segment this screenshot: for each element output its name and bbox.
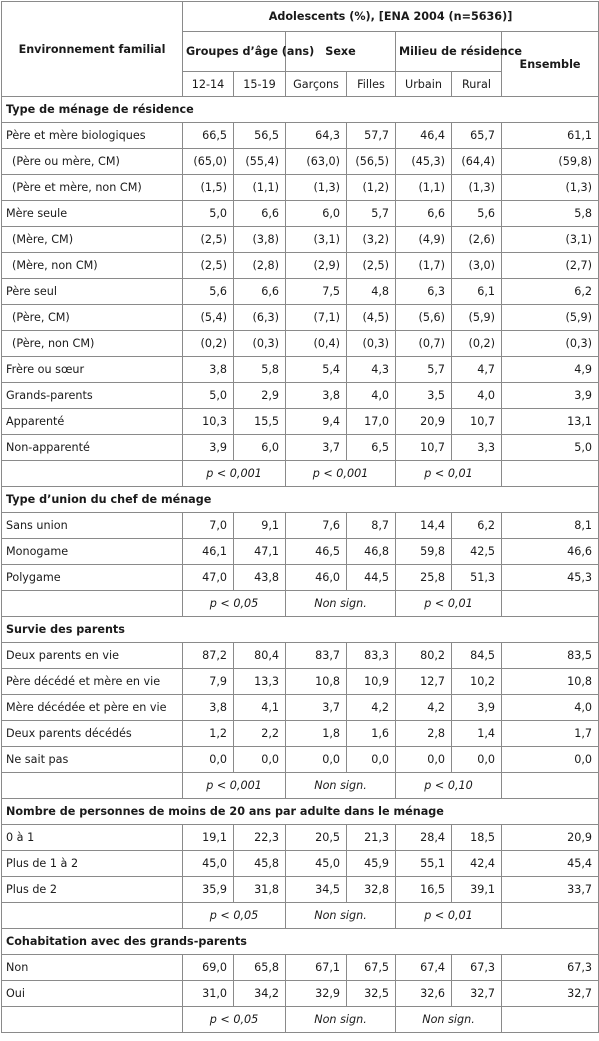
table-cell: (59,8) <box>502 149 599 175</box>
table-cell: 46,6 <box>502 539 599 565</box>
table-cell: 67,3 <box>452 955 502 981</box>
table-cell: 9,1 <box>234 513 286 539</box>
table-cell: (2,8) <box>234 253 286 279</box>
row-label: Non <box>2 955 183 981</box>
row-label: Père et mère biologiques <box>2 123 183 149</box>
table-row <box>2 539 599 565</box>
table-cell: 20,9 <box>396 409 452 435</box>
pvalue-blank-cell <box>2 1007 183 1033</box>
table-cell: 42,4 <box>452 851 502 877</box>
section-title: Type d’union du chef de ménage <box>2 487 599 513</box>
table-cell: 13,1 <box>502 409 599 435</box>
table-cell: 5,8 <box>234 357 286 383</box>
table-header <box>2 2 599 97</box>
table-cell: 2,9 <box>234 383 286 409</box>
table-row <box>2 825 599 851</box>
table-row <box>2 513 599 539</box>
row-label: Oui <box>2 981 183 1007</box>
table-cell: 3,9 <box>183 435 234 461</box>
table-cell: 47,1 <box>234 539 286 565</box>
table-cell: 80,2 <box>396 643 452 669</box>
table-row <box>2 175 599 201</box>
table-row <box>2 565 599 591</box>
sub-header-15-19: 15-19 <box>234 72 286 97</box>
pvalue-cell: Non sign. <box>396 1007 502 1033</box>
table-cell: 46,4 <box>396 123 452 149</box>
table-cell: 34,2 <box>234 981 286 1007</box>
pvalue-cell: p < 0,01 <box>396 903 502 929</box>
pvalue-cell: p < 0,05 <box>183 1007 286 1033</box>
row-label: Ne sait pas <box>2 747 183 773</box>
group-header-age: Groupes d’âge (ans) <box>183 32 286 72</box>
section-header-row <box>2 97 599 123</box>
table-cell: (2,5) <box>183 253 234 279</box>
group-header-sexe: Sexe <box>286 32 396 72</box>
pvalue-row <box>2 461 599 487</box>
table-cell: 65,8 <box>234 955 286 981</box>
table-cell: (0,3) <box>234 331 286 357</box>
table-cell: 61,1 <box>502 123 599 149</box>
table-cell: 3,3 <box>452 435 502 461</box>
section-header-row <box>2 487 599 513</box>
row-label: Mère décédée et père en vie <box>2 695 183 721</box>
table-row <box>2 643 599 669</box>
table-cell: 51,3 <box>452 565 502 591</box>
table-cell: 31,0 <box>183 981 234 1007</box>
table-cell: 87,2 <box>183 643 234 669</box>
table-cell: 10,8 <box>286 669 347 695</box>
table-cell: (0,4) <box>286 331 347 357</box>
table-cell: 45,9 <box>347 851 396 877</box>
row-label: (Père et mère, non CM) <box>2 175 183 201</box>
table-cell: (6,3) <box>234 305 286 331</box>
sub-header-urbain: Urbain <box>396 72 452 97</box>
section-title: Nombre de personnes de moins de 20 ans par adulte dans le ménage <box>2 799 599 825</box>
table-row <box>2 253 599 279</box>
pvalue-cell: p < 0,001 <box>183 773 286 799</box>
table-cell: 10,9 <box>347 669 396 695</box>
table-cell: 4,0 <box>347 383 396 409</box>
table-cell: 56,5 <box>234 123 286 149</box>
pvalue-blank-cell <box>2 773 183 799</box>
pvalue-row <box>2 1007 599 1033</box>
table-cell: 69,0 <box>183 955 234 981</box>
table-cell: 45,8 <box>234 851 286 877</box>
table-cell: (3,1) <box>286 227 347 253</box>
table-row <box>2 721 599 747</box>
pvalue-cell: p < 0,05 <box>183 903 286 929</box>
table-cell: 4,1 <box>234 695 286 721</box>
table-cell: 7,5 <box>286 279 347 305</box>
row-label: Grands-parents <box>2 383 183 409</box>
table-cell: 66,5 <box>183 123 234 149</box>
table-cell: 10,8 <box>502 669 599 695</box>
row-label: (Père, non CM) <box>2 331 183 357</box>
sub-header-filles: Filles <box>347 72 396 97</box>
table-cell: 45,4 <box>502 851 599 877</box>
table-row <box>2 357 599 383</box>
row-label: 0 à 1 <box>2 825 183 851</box>
table-cell: 46,5 <box>286 539 347 565</box>
table-cell: 47,0 <box>183 565 234 591</box>
table-cell: (63,0) <box>286 149 347 175</box>
table-cell: 1,8 <box>286 721 347 747</box>
table-cell: 4,9 <box>502 357 599 383</box>
table-cell: (5,9) <box>452 305 502 331</box>
table-row <box>2 383 599 409</box>
table-cell: 1,4 <box>452 721 502 747</box>
table-cell: 0,0 <box>347 747 396 773</box>
table-row <box>2 409 599 435</box>
table-cell: 15,5 <box>234 409 286 435</box>
table-cell: 32,6 <box>396 981 452 1007</box>
row-label: Deux parents en vie <box>2 643 183 669</box>
table-cell: 83,7 <box>286 643 347 669</box>
table-cell: (1,3) <box>502 175 599 201</box>
table-cell: 64,3 <box>286 123 347 149</box>
table-cell: 3,7 <box>286 435 347 461</box>
pvalue-cell: p < 0,01 <box>396 591 502 617</box>
table-cell: 44,5 <box>347 565 396 591</box>
section-header-row <box>2 799 599 825</box>
table-cell: 3,5 <box>396 383 452 409</box>
table-cell: 0,0 <box>234 747 286 773</box>
table-cell: 45,0 <box>286 851 347 877</box>
row-label: Apparenté <box>2 409 183 435</box>
group-header-milieu: Milieu de résidence <box>396 32 502 72</box>
table-cell: 0,0 <box>396 747 452 773</box>
table-cell: 7,0 <box>183 513 234 539</box>
table-cell: 4,0 <box>452 383 502 409</box>
pvalue-blank-cell <box>2 461 183 487</box>
table-cell: 42,5 <box>452 539 502 565</box>
table-cell: (3,0) <box>452 253 502 279</box>
table-row <box>2 279 599 305</box>
table-cell: (4,9) <box>396 227 452 253</box>
group-header-ensemble: Ensemble <box>502 32 599 97</box>
pvalue-cell: p < 0,001 <box>183 461 286 487</box>
table-cell: 32,7 <box>452 981 502 1007</box>
table-cell: 67,3 <box>502 955 599 981</box>
table-cell: 34,5 <box>286 877 347 903</box>
table-cell: (1,5) <box>183 175 234 201</box>
table-cell: 6,6 <box>234 279 286 305</box>
table-cell: 31,8 <box>234 877 286 903</box>
super-header: Adolescents (%), [ENA 2004 (n=5636)] <box>183 2 599 32</box>
table-cell: (1,3) <box>452 175 502 201</box>
table-cell: 6,2 <box>452 513 502 539</box>
pvalue-row <box>2 773 599 799</box>
table-cell: (2,6) <box>452 227 502 253</box>
table-cell: (0,2) <box>452 331 502 357</box>
table-cell: 20,5 <box>286 825 347 851</box>
table-cell: (5,6) <box>396 305 452 331</box>
table-cell: 0,0 <box>452 747 502 773</box>
table-cell: 59,8 <box>396 539 452 565</box>
row-label: Père seul <box>2 279 183 305</box>
table-cell: 46,1 <box>183 539 234 565</box>
row-label: (Père ou mère, CM) <box>2 149 183 175</box>
pvalue-row <box>2 591 599 617</box>
pvalue-cell: p < 0,10 <box>396 773 502 799</box>
row-label: Plus de 2 <box>2 877 183 903</box>
table-cell: 35,9 <box>183 877 234 903</box>
table-cell: 7,9 <box>183 669 234 695</box>
table-row <box>2 955 599 981</box>
pvalue-blank-cell <box>2 591 183 617</box>
table-cell: 67,5 <box>347 955 396 981</box>
pvalue-blank-cell <box>502 1007 599 1033</box>
table-cell: 12,7 <box>396 669 452 695</box>
table-cell: 57,7 <box>347 123 396 149</box>
table-cell: 4,2 <box>347 695 396 721</box>
table-cell: (65,0) <box>183 149 234 175</box>
table-row <box>2 227 599 253</box>
table-cell: 17,0 <box>347 409 396 435</box>
table-cell: 21,3 <box>347 825 396 851</box>
table-cell: 10,2 <box>452 669 502 695</box>
table-cell: (45,3) <box>396 149 452 175</box>
table-cell: 46,0 <box>286 565 347 591</box>
pvalue-cell: Non sign. <box>286 591 396 617</box>
family-environment-table <box>1 1 599 1033</box>
table-cell: (5,9) <box>502 305 599 331</box>
table-cell: 3,9 <box>502 383 599 409</box>
table-cell: (0,2) <box>183 331 234 357</box>
table-row <box>2 149 599 175</box>
table-cell: 1,2 <box>183 721 234 747</box>
table-cell: 18,5 <box>452 825 502 851</box>
table-cell: (2,7) <box>502 253 599 279</box>
sub-header-garcons: Garçons <box>286 72 347 97</box>
row-label: Polygame <box>2 565 183 591</box>
table-cell: 1,6 <box>347 721 396 747</box>
table-cell: 5,6 <box>452 201 502 227</box>
table-row <box>2 201 599 227</box>
table-cell: 25,8 <box>396 565 452 591</box>
table-cell: 3,7 <box>286 695 347 721</box>
table-cell: (2,5) <box>183 227 234 253</box>
table-cell: 22,3 <box>234 825 286 851</box>
table-cell: 5,0 <box>502 435 599 461</box>
table-cell: 65,7 <box>452 123 502 149</box>
table-cell: 6,0 <box>234 435 286 461</box>
table-cell: 0,0 <box>286 747 347 773</box>
table-cell: 1,7 <box>502 721 599 747</box>
table-cell: 9,4 <box>286 409 347 435</box>
pvalue-cell: Non sign. <box>286 903 396 929</box>
table-cell: 32,5 <box>347 981 396 1007</box>
table-cell: 43,8 <box>234 565 286 591</box>
table-cell: (1,3) <box>286 175 347 201</box>
row-label: (Mère, non CM) <box>2 253 183 279</box>
table-cell: 3,9 <box>452 695 502 721</box>
table-cell: (55,4) <box>234 149 286 175</box>
row-label: Non-apparenté <box>2 435 183 461</box>
table-cell: 6,6 <box>396 201 452 227</box>
table-cell: (5,4) <box>183 305 234 331</box>
table-row <box>2 669 599 695</box>
table-cell: 32,8 <box>347 877 396 903</box>
table-cell: 5,7 <box>347 201 396 227</box>
table-cell: 80,4 <box>234 643 286 669</box>
table-row <box>2 435 599 461</box>
table-row <box>2 305 599 331</box>
pvalue-blank-cell <box>502 591 599 617</box>
table-cell: 2,2 <box>234 721 286 747</box>
table-row <box>2 981 599 1007</box>
table-cell: 45,0 <box>183 851 234 877</box>
table-cell: 8,1 <box>502 513 599 539</box>
table-cell: (3,2) <box>347 227 396 253</box>
table-cell: 5,4 <box>286 357 347 383</box>
table-cell: (3,8) <box>234 227 286 253</box>
table-cell: (2,5) <box>347 253 396 279</box>
table-cell: 3,8 <box>286 383 347 409</box>
table-cell: 6,5 <box>347 435 396 461</box>
table-cell: (64,4) <box>452 149 502 175</box>
row-label: Deux parents décédés <box>2 721 183 747</box>
pvalue-cell: p < 0,001 <box>286 461 396 487</box>
section-title: Survie des parents <box>2 617 599 643</box>
table-cell: 3,8 <box>183 695 234 721</box>
table-row <box>2 695 599 721</box>
table-row <box>2 877 599 903</box>
row-label: (Père, CM) <box>2 305 183 331</box>
table-cell: 4,2 <box>396 695 452 721</box>
table-cell: (7,1) <box>286 305 347 331</box>
table-cell: 14,4 <box>396 513 452 539</box>
table-cell: (3,1) <box>502 227 599 253</box>
table-cell: 5,8 <box>502 201 599 227</box>
table-cell: 0,0 <box>502 747 599 773</box>
table-cell: 5,7 <box>396 357 452 383</box>
table-cell: 6,2 <box>502 279 599 305</box>
row-label: Frère ou sœur <box>2 357 183 383</box>
table-cell: 4,3 <box>347 357 396 383</box>
table-cell: 7,6 <box>286 513 347 539</box>
row-label: Plus de 1 à 2 <box>2 851 183 877</box>
table-cell: 83,5 <box>502 643 599 669</box>
table-cell: 55,1 <box>396 851 452 877</box>
table-cell: 84,5 <box>452 643 502 669</box>
table-cell: 3,8 <box>183 357 234 383</box>
table-row <box>2 331 599 357</box>
table-cell: 32,7 <box>502 981 599 1007</box>
table-cell: 10,3 <box>183 409 234 435</box>
table-row <box>2 747 599 773</box>
row-label: Sans union <box>2 513 183 539</box>
pvalue-blank-cell <box>502 903 599 929</box>
table-cell: 4,8 <box>347 279 396 305</box>
table-cell: 83,3 <box>347 643 396 669</box>
row-label: (Mère, CM) <box>2 227 183 253</box>
table-cell: 6,3 <box>396 279 452 305</box>
pvalue-cell: p < 0,05 <box>183 591 286 617</box>
table-cell: 8,7 <box>347 513 396 539</box>
pvalue-blank-cell <box>2 903 183 929</box>
table-cell: 5,0 <box>183 383 234 409</box>
table-cell: 2,8 <box>396 721 452 747</box>
table-cell: 4,0 <box>502 695 599 721</box>
table-cell: 67,1 <box>286 955 347 981</box>
pvalue-row <box>2 903 599 929</box>
pvalue-cell: Non sign. <box>286 1007 396 1033</box>
row-label: Mère seule <box>2 201 183 227</box>
table-cell: 6,6 <box>234 201 286 227</box>
table-cell: 6,1 <box>452 279 502 305</box>
table-cell: 10,7 <box>452 409 502 435</box>
table-cell: 16,5 <box>396 877 452 903</box>
table-cell: 33,7 <box>502 877 599 903</box>
table-cell: 5,0 <box>183 201 234 227</box>
row-label: Monogame <box>2 539 183 565</box>
table-cell: 28,4 <box>396 825 452 851</box>
table-cell: 13,3 <box>234 669 286 695</box>
pvalue-cell: Non sign. <box>286 773 396 799</box>
table-row <box>2 851 599 877</box>
table-cell: (0,3) <box>502 331 599 357</box>
table-cell: (0,7) <box>396 331 452 357</box>
section-header-row <box>2 929 599 955</box>
table-cell: 67,4 <box>396 955 452 981</box>
table-cell: (2,9) <box>286 253 347 279</box>
table-cell: (1,1) <box>234 175 286 201</box>
section-header-row <box>2 617 599 643</box>
sub-header-rural: Rural <box>452 72 502 97</box>
table-cell: 5,6 <box>183 279 234 305</box>
table-cell: 46,8 <box>347 539 396 565</box>
table-cell: 6,0 <box>286 201 347 227</box>
row-label: Père décédé et mère en vie <box>2 669 183 695</box>
pvalue-blank-cell <box>502 773 599 799</box>
table-cell: 20,9 <box>502 825 599 851</box>
table-cell: (1,2) <box>347 175 396 201</box>
table-cell: (1,1) <box>396 175 452 201</box>
table-cell: 10,7 <box>396 435 452 461</box>
section-title: Type de ménage de résidence <box>2 97 599 123</box>
table-cell: 39,1 <box>452 877 502 903</box>
sub-header-12-14: 12-14 <box>183 72 234 97</box>
table-cell: (1,7) <box>396 253 452 279</box>
column-label-header: Environnement familial <box>2 2 183 97</box>
pvalue-blank-cell <box>502 461 599 487</box>
table-cell: (0,3) <box>347 331 396 357</box>
pvalue-cell: p < 0,01 <box>396 461 502 487</box>
table-body <box>2 97 599 1033</box>
table-cell: (4,5) <box>347 305 396 331</box>
section-title: Cohabitation avec des grands-parents <box>2 929 599 955</box>
table-cell: 32,9 <box>286 981 347 1007</box>
table-cell: 45,3 <box>502 565 599 591</box>
table-cell: 19,1 <box>183 825 234 851</box>
table-cell: 4,7 <box>452 357 502 383</box>
table-row <box>2 123 599 149</box>
table-cell: 0,0 <box>183 747 234 773</box>
table-cell: (56,5) <box>347 149 396 175</box>
